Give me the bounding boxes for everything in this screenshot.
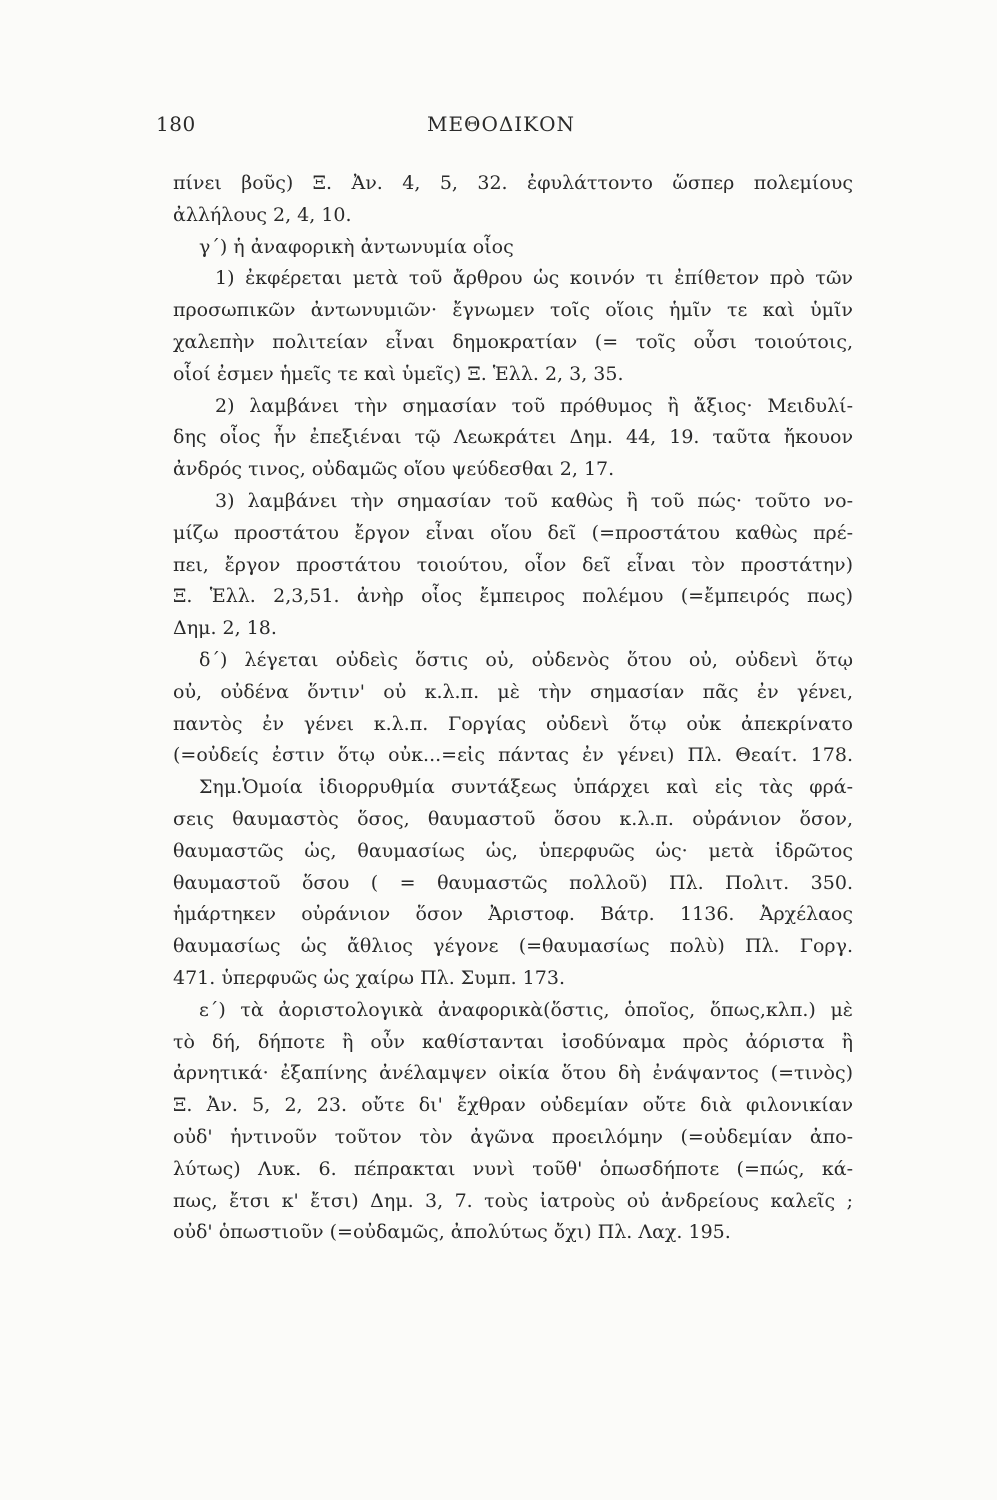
text-line-12: μίζω προστάτου ἔργον εἶναι οἵου δεῖ (=προστάτου καθὼς πρέ- <box>173 521 853 544</box>
page-header <box>156 112 846 146</box>
text-line-13: πει, ἔργον προστάτου τοιούτου, οἷον δεῖ εἶναι τὸν προστάτην) <box>173 553 853 576</box>
text-line-34: οὐδ' ὁπωστιοῦν (=οὐδαμῶς, ἀπολύτως ὄχι) Πλ. Λαχ. 195. <box>173 1221 731 1244</box>
text-line-29: ἀρνητικά· ἐξαπίνης ἀνέλαμψεν οἰκία ὅτου δὴ ἐνάψαντος (=τινὸς) <box>173 1062 853 1085</box>
text-line-2: ἀλλήλους 2, 4, 10. <box>173 203 352 226</box>
text-line-25: θαυμασίως ὡς ἄθλιος γέγονε (=θαυμασίως πολὺ) Πλ. Γοργ. <box>173 935 853 958</box>
text-line-6: χαλεπὴν πολιτείαν εἶναι δημοκρατίαν (= τοῖς οὖσι τοιούτοις, <box>173 330 853 353</box>
text-line-1: πίνει βοῦς) Ξ. Ἀν. 4, 5, 32. ἐφυλάττοντο ὥσπερ πολεμίους <box>173 172 853 194</box>
note-line-20: Σημ.Ὁμοία ἰδιορρυθμία συντάξεως ὑπάρχει καὶ εἰς τὰς φρά- <box>199 776 853 799</box>
text-line-32: λύτως) Λυκ. 6. πέπρακται νυνὶ τοῦθ' ὁπωσδήποτε (=πώς, κά- <box>173 1157 853 1180</box>
text-line-7: οἷοί ἐσμεν ἡμεῖς τε καὶ ὑμεῖς) Ξ. Ἑλλ. 2, 3, 35. <box>173 362 624 385</box>
running-head: ΜΕΘΟΔΙΚΟΝ <box>426 112 576 136</box>
text-line-24: ἡμάρτηκεν οὐράνιον ὅσον Ἀριστοφ. Βάτρ. 1136. Ἀρχέλαος <box>173 903 853 926</box>
page-number: 180 <box>156 112 196 136</box>
text-line-31: οὐδ' ἡντινοῦν τοῦτον τὸν ἀγῶνα προειλόμην (=οὐδεμίαν ἀπο- <box>173 1125 853 1148</box>
text-line-19: (=οὐδείς ἐστιν ὅτῳ οὐκ...=εἰς πάντας ἐν γένει) Πλ. Θεαίτ. 178. <box>173 744 853 767</box>
body-text <box>173 168 853 1249</box>
section-heading-gamma: γ΄) ἡ ἀναφορικὴ ἀντωνυμία οἷος <box>199 235 514 258</box>
text-line-18: παντὸς ἐν γένει κ.λ.π. Γοργίας οὐδενὶ ὅτῳ οὐκ ἀπεκρίνατο <box>173 712 853 735</box>
text-line-14: Ξ. Ἑλλ. 2,3,51. ἀνὴρ οἷος ἔμπειρος πολέμου (=ἔμπειρός πως) <box>173 585 853 608</box>
text-line-15: Δημ. 2, 18. <box>173 617 277 640</box>
text-line-4: 1) ἐκφέρεται μετὰ τοῦ ἄρθρου ὡς κοινόν τι ἐπίθετον πρὸ τῶν <box>215 267 853 290</box>
section-heading-epsilon: ε΄) τὰ ἀοριστολογικὰ ἀναφορικὰ(ὅστις, ὁποῖος, ὅπως,κλπ.) μὲ <box>199 998 853 1021</box>
section-heading-delta: δ΄) λέγεται οὐδεὶς ὅστις οὐ, οὐδενὸς ὅτου οὐ, οὐδενὶ ὅτῳ <box>199 648 853 671</box>
text-line-22: θαυμαστῶς ὡς, θαυμασίως ὡς, ὑπερφυῶς ὡς· μετὰ ἱδρῶτος <box>173 839 853 862</box>
text-line-28: τὸ δή, δήποτε ἢ οὖν καθίστανται ἰσοδύναμα πρὸς ἀόριστα ἢ <box>173 1030 853 1053</box>
text-line-8: 2) λαμβάνει τὴν σημασίαν τοῦ πρόθυμος ἢ ἄξιος· Μειδυλί- <box>215 394 853 417</box>
text-line-10: ἀνδρός τινος, οὐδαμῶς οἵου ψεύδεσθαι 2, 17. <box>173 458 615 481</box>
text-line-17: οὐ, οὐδένα ὅντιν' οὐ κ.λ.π. μὲ τὴν σημασίαν πᾶς ἐν γένει, <box>173 680 853 703</box>
text-line-26: 471. ὑπερφυῶς ὡς χαίρω Πλ. Συμπ. 173. <box>173 966 565 989</box>
text-line-21: σεις θαυμαστὸς ὅσος, θαυμαστοῦ ὅσου κ.λ.π. οὐράνιον ὅσον, <box>173 807 853 830</box>
text-line-5: προσωπικῶν ἀντωνυμιῶν· ἔγνωμεν τοῖς οἵοις ἡμῖν τε καὶ ὑμῖν <box>173 299 853 322</box>
text-line-30: Ξ. Ἀν. 5, 2, 23. οὔτε δι' ἔχθραν οὐδεμίαν οὔτε διὰ φιλονικίαν <box>173 1094 853 1117</box>
text-line-11: 3) λαμβάνει τὴν σημασίαν τοῦ καθὼς ἢ τοῦ πώς· τοῦτο νο- <box>215 489 853 512</box>
text-line-23: θαυμαστοῦ ὅσου ( = θαυμαστῶς πολλοῦ) Πλ. Πολιτ. 350. <box>173 871 853 894</box>
text-line-33: πως, ἔτσι κ' ἔτσι) Δημ. 3, 7. τοὺς ἰατροὺς οὐ ἀνδρείους καλεῖς ; <box>173 1189 853 1212</box>
text-line-9: δης οἷος ἦν ἐπεξιέναι τῷ Λεωκράτει Δημ. 44, 19. ταῦτα ἤκουον <box>173 426 853 449</box>
